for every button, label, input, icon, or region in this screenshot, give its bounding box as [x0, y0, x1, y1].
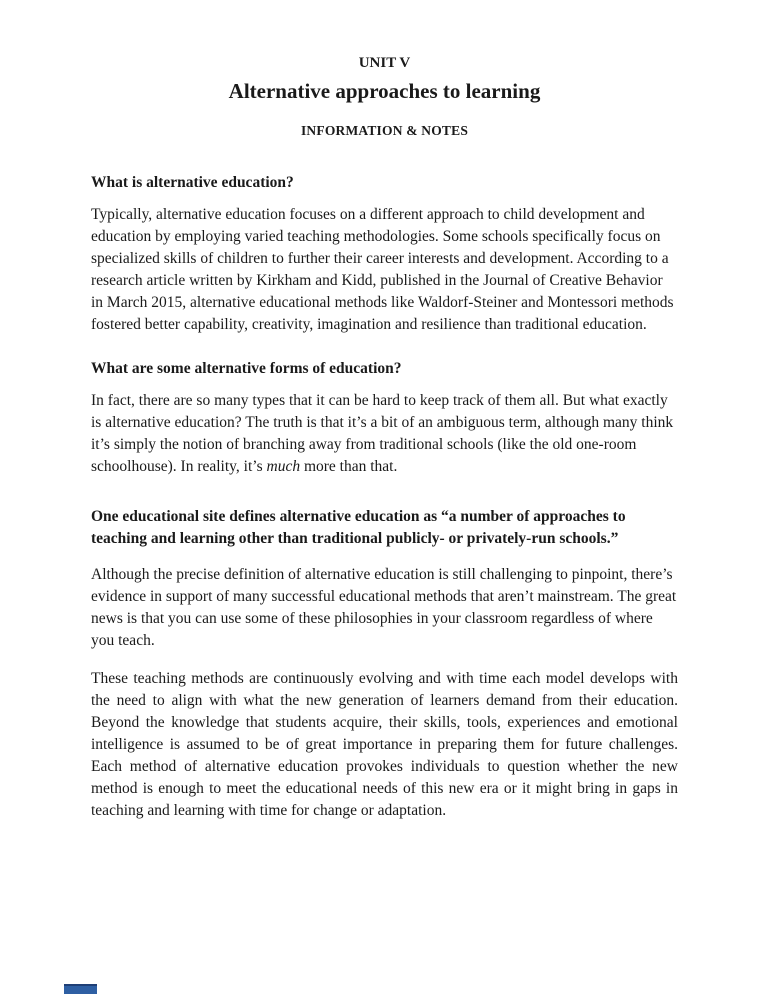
- paragraph: These teaching methods are continuously evolving and with time each model develops with the need to align with what the new generation of learners demand from their education. Beyond the knowledge that students acquire, their skills, tools, experiences and emotional intelligence is assumed to be of great importance in preparing them for future challenges. Each method of alternative education provokes individuals to question whether the new method is enough to meet the educational needs of this new era or it might bring in gaps in teaching and learning with time for change or adaptation.: [91, 670, 678, 819]
- paragraph: Although the precise definition of alternative education is still challenging to pinpoint, there’s evidence in support of many successful educational methods that aren’t mainstream. The great news is that you can use some of these philosophies in your classroom regardless of where you teach.: [91, 566, 677, 649]
- section-alternative-forms: [91, 358, 678, 478]
- paragraph: Typically, alternative education focuses on a different approach to child development and education by employing varied teaching methodologies. Some schools specifically focus on specialized skills of children to further their career interests and development. According to a research article written by Kirkham and Kidd, published in the Journal of Creative Behavior in March 2015, alternative educational methods like Waldorf-Steiner and Montessori methods fostered better capability, creativity, imagination and resilience than traditional education.: [91, 206, 674, 333]
- document-subtitle: INFORMATION & NOTES: [300, 123, 469, 138]
- bold-statement: One educational site defines alternative education as “a number of approaches to teaching and learning other than traditional publicly- or privately-run schools.”: [91, 508, 626, 547]
- paragraph-text: more than that.: [300, 458, 398, 475]
- emphasized-word: much: [266, 458, 301, 475]
- section-heading: What are some alternative forms of education?: [91, 360, 402, 377]
- page-bottom-marker: [64, 984, 97, 994]
- section-heading: What is alternative education?: [91, 174, 294, 191]
- paragraph-text: In fact, there are so many types that it can be hard to keep track of them all. But what exactly is alternative education? The truth is that it’s a bit of an ambiguous term, although many think it’s simply the notion of branching away from traditional schools (like the old one-room schoolhouse). In reality, it’s: [91, 392, 674, 475]
- section-definition-statement: [91, 506, 678, 550]
- section-evolving-methods: [91, 668, 678, 822]
- section-what-is-alternative-education: [91, 172, 678, 336]
- unit-label: UNIT V: [358, 55, 411, 71]
- paragraph: [91, 390, 678, 478]
- section-definition-discussion: [91, 564, 678, 652]
- document-title: Alternative approaches to learning: [228, 79, 541, 103]
- document-header: [91, 52, 678, 142]
